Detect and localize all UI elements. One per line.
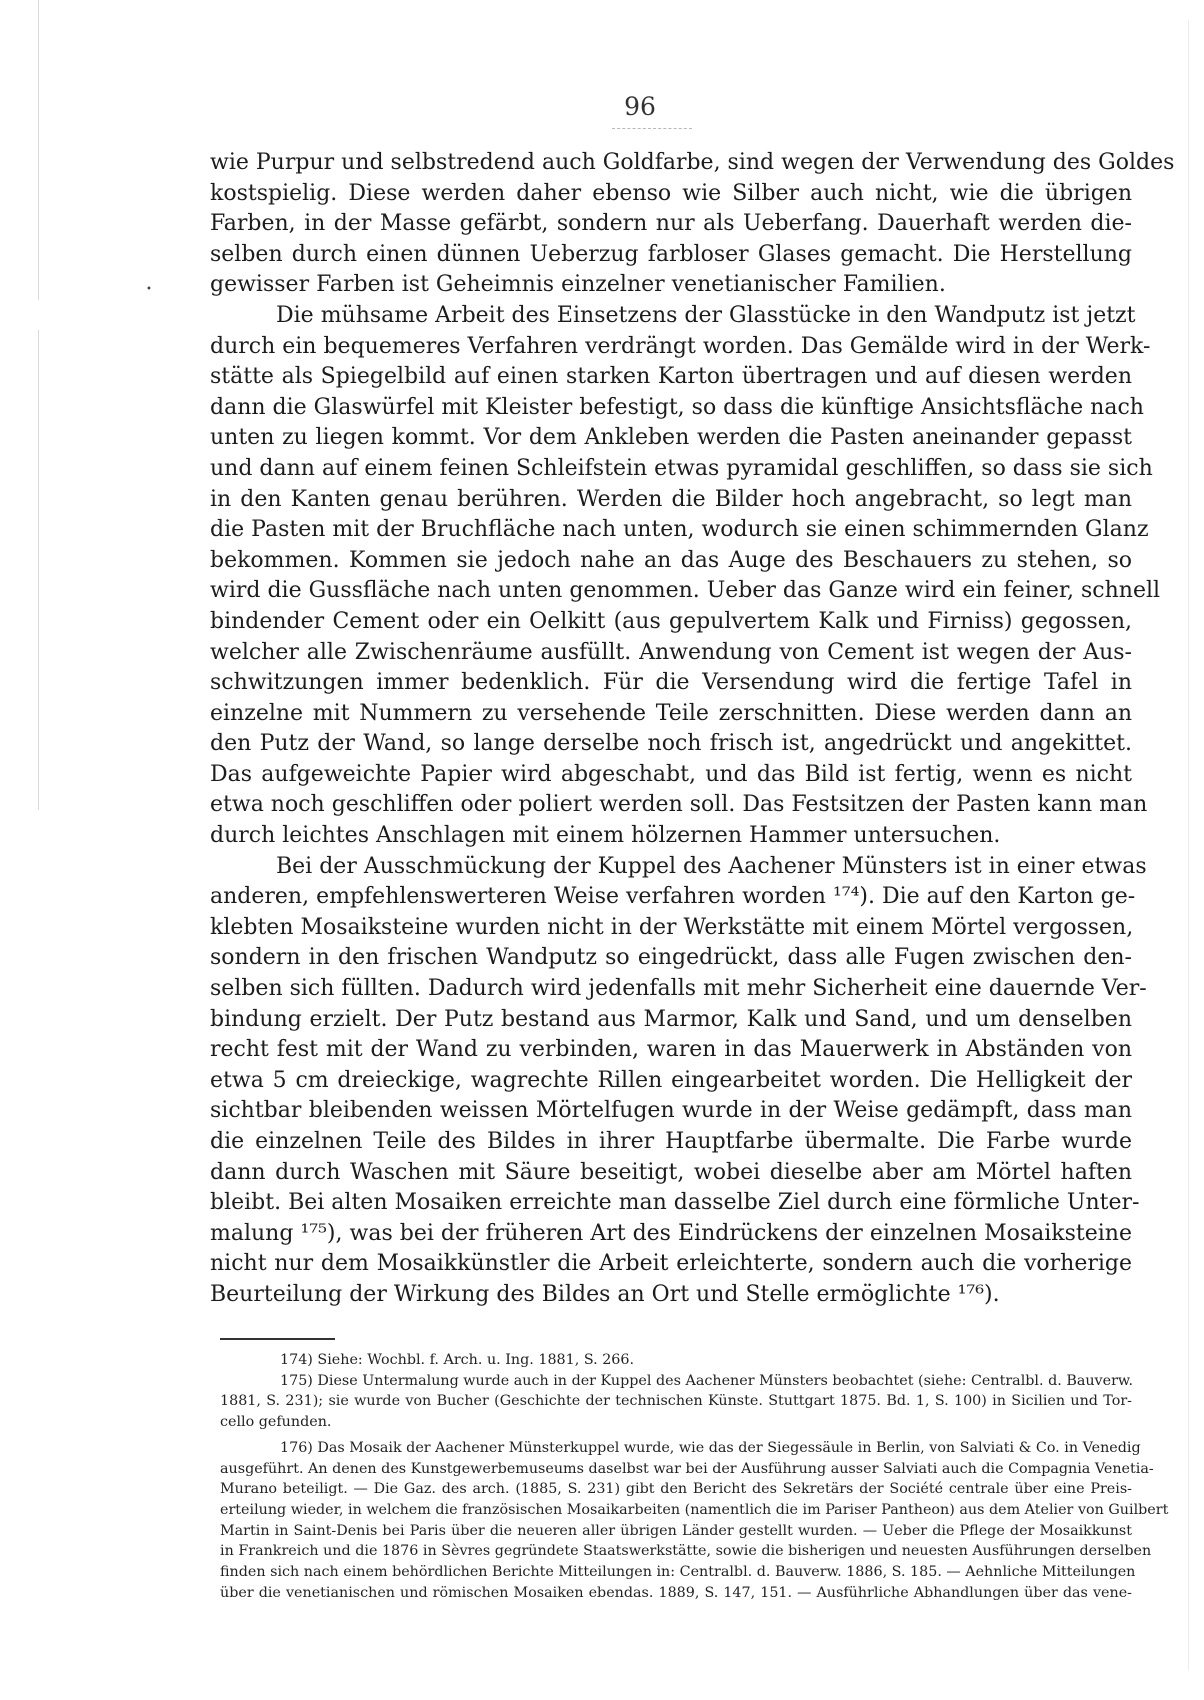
body-line: wird die Gussfläche nach unten genommen. Ueber das Ganze wird ein feiner, schnell: [210, 578, 1161, 604]
footnote-176-line: über die venetianischen und römischen Mosaiken ebendas. 1889, S. 147, 151. — Ausführliche Abhandlungen über das vene-: [220, 1584, 1132, 1601]
body-line: bleibt. Bei alten Mosaiken erreichte man dasselbe Ziel durch eine förmliche Unter-: [210, 1190, 1140, 1216]
body-line: recht fest mit der Wand zu verbinden, waren in das Mauerwerk in Abständen von: [210, 1037, 1132, 1063]
body-line: anderen, empfehlenswerteren Weise verfahren worden ¹⁷⁴). Die auf den Karton ge-: [210, 884, 1136, 910]
body-line: einzelne mit Nummern zu versehende Teile zerschnitten. Diese werden dann an: [210, 700, 1132, 726]
body-line: Die mühsame Arbeit des Einsetzens der Glasstücke in den Wandputz ist jetzt: [276, 302, 1136, 328]
body-line: durch ein bequemeres Verfahren verdrängt worden. Das Gemälde wird in der Werk-: [210, 333, 1151, 359]
footnote-176-line: Murano beteiligt. — Die Gaz. des arch. (1885, S. 231) gibt den Bericht des Sekretärs der Société centrale über eine Preis-: [220, 1481, 1132, 1498]
body-text: [210, 148, 1175, 1311]
body-line: die Pasten mit der Bruchfläche nach unten, wodurch sie einen schimmernden Glanz: [210, 517, 1149, 543]
footnote-176-line: ausgeführt. An denen des Kunstgewerbemuseums daselbst war bei der Ausführung ausser Salviati auch die Compagnia Venetia-: [220, 1460, 1154, 1477]
body-line: gewisser Farben ist Geheimnis einzelner venetianischer Familien.: [210, 272, 946, 298]
body-line: Farben, in der Masse gefärbt, sondern nur als Ueberfang. Dauerhaft werden die-: [210, 211, 1132, 237]
page-edge-shadow: [38, 330, 39, 810]
body-line: selben sich füllten. Dadurch wird jedenfalls mit mehr Sicherheit eine dauernde Ver-: [210, 976, 1147, 1002]
body-line: bindender Cement oder ein Oelkitt (aus gepulvertem Kalk und Firniss) gegossen,: [210, 608, 1132, 634]
body-line: schwitzungen immer bedenklich. Für die Versendung wird die fertige Tafel in: [210, 670, 1132, 696]
body-line: in den Kanten genau berühren. Werden die Bilder hoch angebracht, so legt man: [210, 486, 1132, 512]
body-line: bindung erzielt. Der Putz bestand aus Marmor, Kalk und Sand, und um denselben: [210, 1006, 1132, 1032]
body-line: Das aufgeweichte Papier wird abgeschabt, und das Bild ist fertig, wenn es nicht: [210, 761, 1132, 787]
body-line: die einzelnen Teile des Bildes in ihrer Hauptfarbe übermalte. Die Farbe wurde: [210, 1129, 1132, 1154]
scan-speck: •: [146, 284, 152, 295]
footnote-175-line: 1881, S. 231); sie wurde von Bucher (Geschichte der technischen Künste. Stuttgart 1875. Bd. 1, S. 100) in Sicilien und Tor-: [220, 1393, 1132, 1410]
body-line: malung ¹⁷⁵), was bei der früheren Art des Eindrückens der einzelnen Mosaiksteine: [210, 1220, 1132, 1246]
footnote-176-line: finden sich nach einem behördlichen Berichte Mitteilungen in: Centralbl. d. Bauverw. 1886, S. 185. — Aehnliche Mitteilungen: [220, 1564, 1136, 1581]
body-line: nicht nur dem Mosaikkünstler die Arbeit erleichterte, sondern auch die vorherige: [210, 1251, 1132, 1277]
body-line: etwa 5 cm dreieckige, wagrechte Rillen eingearbeitet worden. Die Helligkeit der: [210, 1067, 1132, 1093]
footnotes: [220, 1350, 1169, 1603]
body-line: wie Purpur und selbstredend auch Goldfarbe, sind wegen der Verwendung des Goldes: [210, 150, 1175, 175]
footnote-176-line: erteilung wieder, in welchem die französischen Mosaikarbeiten (namentlich die im Pariser Pantheon) aus dem Atelier von Guilbert: [220, 1501, 1169, 1518]
body-line: durch leichtes Anschlagen mit einem hölzernen Hammer untersuchen.: [210, 823, 1001, 849]
body-line: kostspielig. Diese werden daher ebenso wie Silber auch nicht, wie die übrigen: [210, 180, 1132, 206]
body-line: sondern in den frischen Wandputz so eingedrückt, dass alle Fugen zwischen den-: [210, 945, 1132, 971]
body-line: etwa noch geschliffen oder poliert werden soll. Das Festsitzen der Pasten kann man: [210, 792, 1148, 818]
body-line: dann die Glaswürfel mit Kleister befestigt, so dass die künftige Ansichtsfläche nach: [210, 394, 1144, 420]
page-number-rule: [612, 128, 692, 129]
footnote-175-line: cello gefunden.: [220, 1414, 332, 1431]
footnote-176-line: Martin in Saint-Denis bei Paris über die neueren aller übrigen Länder gestellt wurden. — Ueber die Pflege der Mosaikkunst: [220, 1522, 1132, 1539]
body-line: stätte als Spiegelbild auf einen starken Karton übertragen und auf diesen werden: [210, 364, 1132, 390]
body-line: bekommen. Kommen sie jedoch nahe an das Auge des Beschauers zu stehen, so: [210, 547, 1132, 573]
footnote-176-line: in Frankreich und die 1876 in Sèvres gegründete Staatswerkstätte, sowie die bisherigen und neuesten Ausführungen derselben: [220, 1543, 1152, 1560]
body-line: unten zu liegen kommt. Vor dem Ankleben werden die Pasten aneinander gepasst: [210, 425, 1132, 451]
footnote-174: 174) Siehe: Wochbl. f. Arch. u. Ing. 1881, S. 266.: [280, 1352, 635, 1368]
body-line: klebten Mosaiksteine wurden nicht in der Werkstätte mit einem Mörtel vergossen,: [210, 914, 1134, 940]
body-line: selben durch einen dünnen Ueberzug farbloser Glases gemacht. Die Herstellung: [210, 241, 1132, 267]
body-line: und dann auf einem feinen Schleifstein etwas pyramidal geschliffen, so dass sie sich: [210, 455, 1153, 481]
body-line: sichtbar bleibenden weissen Mörtelfugen wurde in der Weise gedämpft, dass man: [210, 1098, 1132, 1124]
body-line: Bei der Ausschmückung der Kuppel des Aachener Münsters ist in einer etwas: [276, 853, 1147, 879]
footnote-175-line: 175) Diese Untermalung wurde auch in der Kuppel des Aachener Münsters beobachtet (siehe: Centralbl. d. Bauverw.: [280, 1372, 1134, 1389]
page-edge-shadow: [1188, 20, 1189, 1670]
body-line: Beurteilung der Wirkung des Bildes an Ort und Stelle ermöglichte ¹⁷⁶).: [210, 1281, 1000, 1307]
footnote-rule: [220, 1338, 335, 1340]
body-line: den Putz der Wand, so lange derselbe noch frisch ist, angedrückt und angekittet.: [210, 731, 1132, 757]
page-number: 96: [624, 92, 656, 121]
footnote-176-line: 176) Das Mosaik der Aachener Münsterkuppel wurde, wie das der Siegessäule in Berlin, von Salviati & Co. in Venedig: [280, 1439, 1141, 1456]
body-line: dann durch Waschen mit Säure beseitigt, wobei dieselbe aber am Mörtel haften: [210, 1159, 1132, 1185]
body-line: welcher alle Zwischenräume ausfüllt. Anwendung von Cement ist wegen der Aus-: [210, 639, 1132, 665]
page-edge-shadow: [38, 0, 39, 300]
